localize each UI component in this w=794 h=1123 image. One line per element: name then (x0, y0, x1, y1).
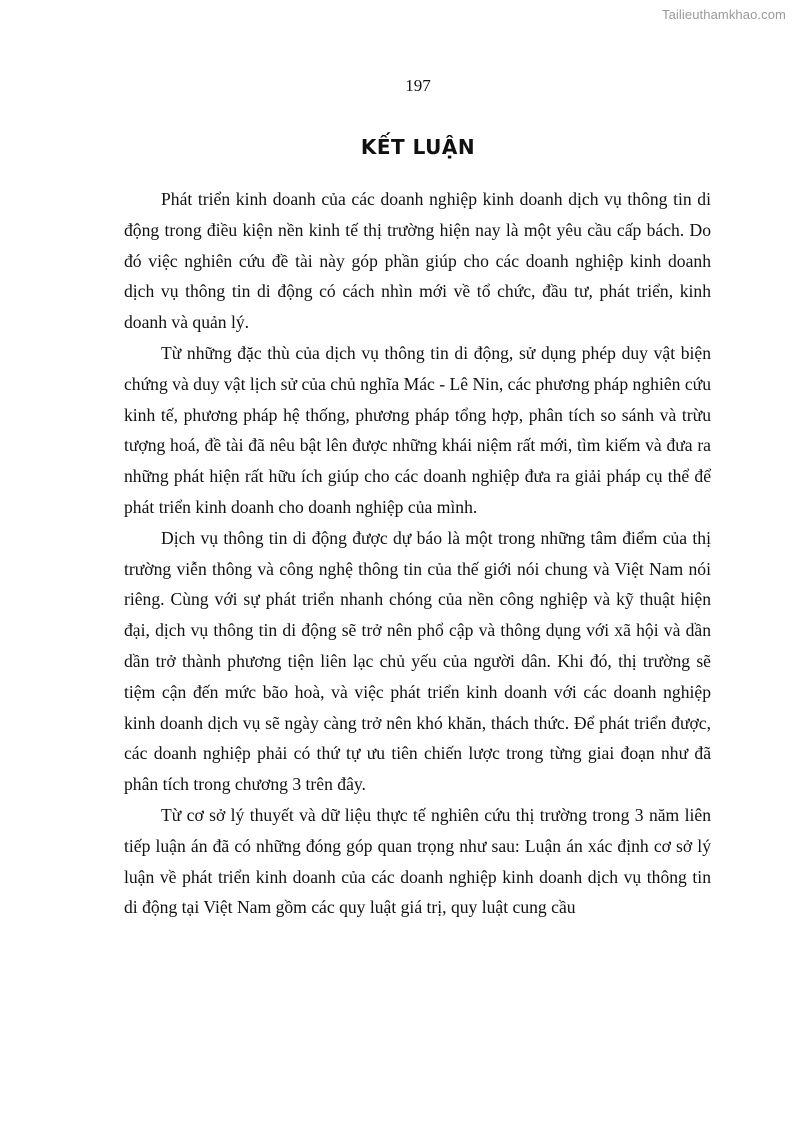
paragraph: Từ cơ sở lý thuyết và dữ liệu thực tế nghiên cứu thị trường trong 3 năm liên tiếp luận án đã có những đóng góp quan trọng như sau: Luận án xác định cơ sở lý luận về phát triển kinh doanh của các doanh nghiệp kinh doanh dịch vụ thông tin di động tại Việt Nam gồm các quy luật giá trị, quy luật cung cầu (124, 804, 711, 918)
page-number: 197 (405, 76, 431, 95)
watermark-text: Tailieuthamkhao.com (661, 7, 786, 22)
body-text (124, 184, 711, 923)
paragraph: Từ những đặc thù của dịch vụ thông tin di động, sử dụng phép duy vật biện chứng và duy vật lịch sử của chủ nghĩa Mác - Lê Nin, các phương pháp nghiên cứu kinh tế, phương pháp hệ thống, phương pháp tổng hợp, phân tích so sánh và trừu tượng hoá, đề tài đã nêu bật lên được những khái niệm rất mới, tìm kiếm và đưa ra những phát hiện rất hữu ích giúp cho các doanh nghiệp đưa ra giải pháp cụ thể để phát triển kinh doanh cho doanh nghiệp của mình. (124, 342, 711, 517)
chapter-title: KẾT LUẬN (360, 135, 476, 159)
paragraph: Dịch vụ thông tin di động được dự báo là một trong những tâm điểm của thị trường viễn thông và công nghệ thông tin của thế giới nói chung và Việt Nam nói riêng. Cùng với sự phát triển nhanh chóng của nền công nghiệp và kỹ thuật hiện đại, dịch vụ thông tin di động sẽ trở nên phổ cập và thông dụng với xã hội và dần dần trở thành phương tiện liên lạc chủ yếu của người dân. Khi đó, thị trường sẽ tiệm cận đến mức bão hoà, và việc phát triển kinh doanh với các doanh nghiệp kinh doanh dịch vụ sẽ ngày càng trở nên khó khăn, thách thức. Để phát triển được, các doanh nghiệp phải có thứ tự ưu tiên chiến lược trong từng giai đoạn như đã phân tích trong chương 3 trên đây. (124, 527, 711, 795)
paragraph: Phát triển kinh doanh của các doanh nghiệp kinh doanh dịch vụ thông tin di động trong điều kiện nền kinh tế thị trường hiện nay là một yêu cầu cấp bách. Do đó việc nghiên cứu đề tài này góp phần giúp cho các doanh nghiệp kinh doanh dịch vụ thông tin di động có cách nhìn mới về tổ chức, đầu tư, phát triển, kinh doanh và quản lý. (124, 189, 711, 333)
